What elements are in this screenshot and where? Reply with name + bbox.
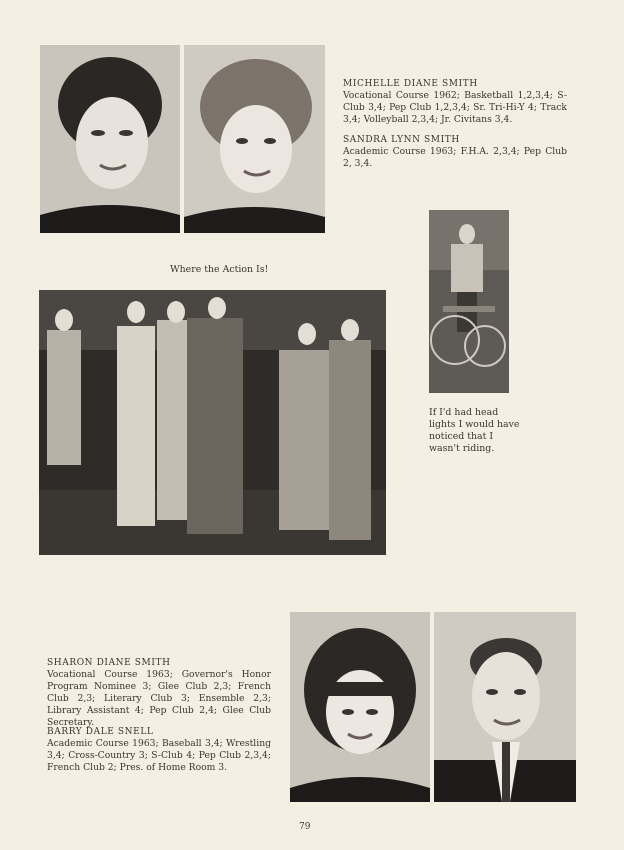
entry-details: Vocational Course 1962; Basketball 1,2,3,4; S-Club 3,4; Pep Club 1,2,3,4; Sr. Tri-Hi-Y 4; Track 3,4; Volleyball 2,3,4; Jr. Civitans 3,4.	[343, 90, 567, 125]
caption-line: wasn't riding.	[429, 443, 495, 454]
entry-name: SHARON DIANE SMITH	[47, 658, 171, 668]
caption-line: noticed that I	[429, 431, 494, 442]
entry-name: BARRY DALE SNELL	[47, 727, 154, 737]
wheelchair-photo	[429, 210, 509, 393]
entry-sandra-lynn-smith	[343, 134, 567, 170]
entry-name: MICHELLE DIANE SMITH	[343, 79, 478, 89]
entry-details: Academic Course 1963; Baseball 3,4; Wrestling 3,4; Cross-Country 3; S-Club 4; Pep Club 2,3,4; French Club 2; Pres. of Home Room 3.	[47, 738, 271, 773]
caption-line: lights I would have	[429, 419, 520, 430]
portrait-michelle-diane-smith	[40, 45, 180, 233]
caption-line: If I'd had head	[429, 407, 499, 418]
entry-name: SANDRA LYNN SMITH	[343, 135, 460, 145]
entry-barry-dale-snell	[47, 726, 271, 774]
portrait-sandra-lynn-smith	[184, 45, 325, 233]
portrait-barry-dale-snell	[434, 612, 576, 802]
dance-photo	[39, 290, 386, 555]
dance-caption: Where the Action Is!	[170, 264, 269, 275]
page-number: 79	[299, 822, 311, 832]
entry-details: Academic Course 1963; F.H.A. 2,3,4; Pep Club 2, 3,4.	[343, 146, 567, 169]
entry-sharon-diane-smith	[47, 657, 271, 729]
entry-details: Vocational Course 1963; Governor's Honor Program Nominee 3; Glee Club 2,3; French Club 2,3; Literary Club 3; Ensemble 2,3; Library Assistant 4; Pep Club 2,4; Glee Club Secretary.	[47, 669, 271, 728]
wheelchair-caption	[429, 407, 525, 455]
entry-michelle-diane-smith	[343, 78, 567, 126]
portrait-sharon-diane-smith	[290, 612, 430, 802]
